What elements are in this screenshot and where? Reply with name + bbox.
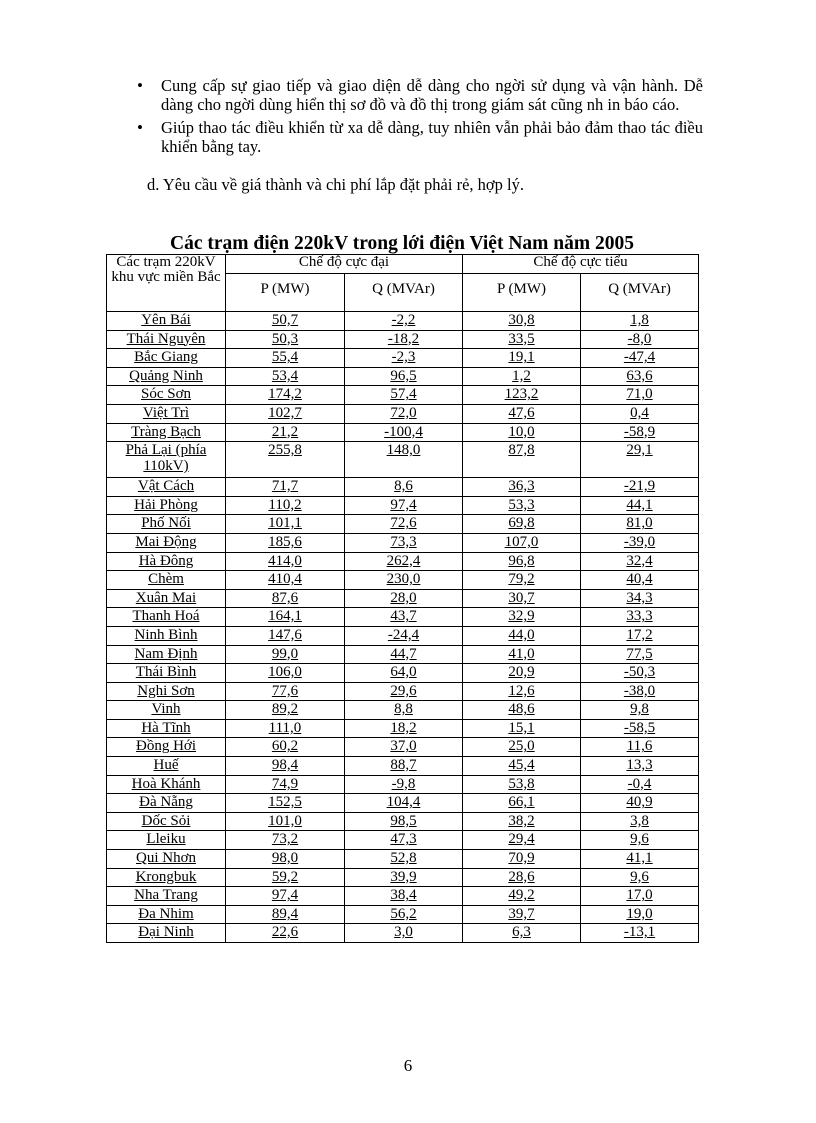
q-min-cell: 29,1 (581, 442, 699, 478)
q-max-cell: 3,0 (345, 924, 463, 943)
station-cell: Đồng Hới (107, 738, 226, 757)
p-max-cell: 99,0 (226, 645, 345, 664)
q-max-cell: -24,4 (345, 626, 463, 645)
p-max-cell: 110,2 (226, 496, 345, 515)
q-max-cell: 73,3 (345, 533, 463, 552)
q-max-cell: 38,4 (345, 887, 463, 906)
substation-table (106, 254, 699, 943)
q-max-cell: 262,4 (345, 552, 463, 571)
q-max-cell: 8,8 (345, 701, 463, 720)
q-max-cell: -18,2 (345, 330, 463, 349)
table-row (107, 312, 699, 331)
header-station: Các trạm 220kV khu vực miền Bắc (107, 255, 226, 312)
p-min-cell: 69,8 (463, 515, 581, 534)
table-row (107, 349, 699, 368)
header-q-max: Q (MVAr) (345, 274, 463, 312)
table-row (107, 905, 699, 924)
p-max-cell: 97,4 (226, 887, 345, 906)
table-row (107, 719, 699, 738)
table-row (107, 868, 699, 887)
header-p-min: P (MW) (463, 274, 581, 312)
q-min-cell: 40,4 (581, 571, 699, 590)
q-min-cell: -47,4 (581, 349, 699, 368)
p-min-cell: 6,3 (463, 924, 581, 943)
p-min-cell: 15,1 (463, 719, 581, 738)
q-max-cell: -9,8 (345, 775, 463, 794)
q-max-cell: -2,2 (345, 312, 463, 331)
p-min-cell: 53,8 (463, 775, 581, 794)
p-max-cell: 164,1 (226, 608, 345, 627)
q-max-cell: 104,4 (345, 794, 463, 813)
q-min-cell: 17,2 (581, 626, 699, 645)
p-min-cell: 39,7 (463, 905, 581, 924)
q-max-cell: 88,7 (345, 757, 463, 776)
table-row (107, 794, 699, 813)
p-max-cell: 101,0 (226, 812, 345, 831)
q-min-cell: -0,4 (581, 775, 699, 794)
station-cell: Nam Định (107, 645, 226, 664)
header-min-mode: Chế độ cực tiểu (463, 255, 699, 274)
p-min-cell: 28,6 (463, 868, 581, 887)
station-cell: Thái Nguyên (107, 330, 226, 349)
station-cell: Xuân Mai (107, 589, 226, 608)
station-cell: Bắc Giang (107, 349, 226, 368)
q-max-cell: 28,0 (345, 589, 463, 608)
p-min-cell: 107,0 (463, 533, 581, 552)
p-min-cell: 36,3 (463, 478, 581, 497)
p-min-cell: 12,6 (463, 682, 581, 701)
q-min-cell: -39,0 (581, 533, 699, 552)
q-max-cell: 72,0 (345, 404, 463, 423)
table-row (107, 386, 699, 405)
q-min-cell: 33,3 (581, 608, 699, 627)
q-max-cell: 29,6 (345, 682, 463, 701)
p-min-cell: 87,8 (463, 442, 581, 478)
p-min-cell: 32,9 (463, 608, 581, 627)
station-cell: Yên Bái (107, 312, 226, 331)
p-max-cell: 89,2 (226, 701, 345, 720)
p-max-cell: 53,4 (226, 367, 345, 386)
q-min-cell: 19,0 (581, 905, 699, 924)
station-cell: Đà Nẵng (107, 794, 226, 813)
p-max-cell: 174,2 (226, 386, 345, 405)
station-cell: Nghi Sơn (107, 682, 226, 701)
q-min-cell: 17,0 (581, 887, 699, 906)
p-min-cell: 70,9 (463, 850, 581, 869)
q-min-cell: 0,4 (581, 404, 699, 423)
q-max-cell: 97,4 (345, 496, 463, 515)
table-row (107, 812, 699, 831)
station-cell: Tràng Bạch (107, 423, 226, 442)
p-max-cell: 74,9 (226, 775, 345, 794)
table-row (107, 775, 699, 794)
table-row (107, 738, 699, 757)
q-max-cell: 57,4 (345, 386, 463, 405)
q-min-cell: 32,4 (581, 552, 699, 571)
q-min-cell: 1,8 (581, 312, 699, 331)
q-min-cell: -58,5 (581, 719, 699, 738)
p-min-cell: 47,6 (463, 404, 581, 423)
q-max-cell: 64,0 (345, 664, 463, 683)
p-min-cell: 20,9 (463, 664, 581, 683)
station-cell: Hà Tĩnh (107, 719, 226, 738)
q-max-cell: 52,8 (345, 850, 463, 869)
q-min-cell: 13,3 (581, 757, 699, 776)
p-max-cell: 59,2 (226, 868, 345, 887)
p-max-cell: 55,4 (226, 349, 345, 368)
q-max-cell: 96,5 (345, 367, 463, 386)
table-row (107, 478, 699, 497)
q-max-cell: 47,3 (345, 831, 463, 850)
table-row (107, 701, 699, 720)
p-min-cell: 44,0 (463, 626, 581, 645)
p-min-cell: 79,2 (463, 571, 581, 590)
p-max-cell: 73,2 (226, 831, 345, 850)
header-max-mode: Chế độ cực đại (226, 255, 463, 274)
p-max-cell: 89,4 (226, 905, 345, 924)
p-max-cell: 87,6 (226, 589, 345, 608)
q-min-cell: 81,0 (581, 515, 699, 534)
station-cell: Đại Ninh (107, 924, 226, 943)
table-row (107, 442, 699, 478)
table-row (107, 571, 699, 590)
q-min-cell: -50,3 (581, 664, 699, 683)
q-min-cell: 41,1 (581, 850, 699, 869)
q-max-cell: 18,2 (345, 719, 463, 738)
p-min-cell: 10,0 (463, 423, 581, 442)
table-row (107, 831, 699, 850)
q-min-cell: 9,6 (581, 831, 699, 850)
p-max-cell: 98,0 (226, 850, 345, 869)
p-min-cell: 41,0 (463, 645, 581, 664)
p-min-cell: 33,5 (463, 330, 581, 349)
p-min-cell: 38,2 (463, 812, 581, 831)
bullet-dot-icon: • (137, 76, 143, 95)
p-max-cell: 111,0 (226, 719, 345, 738)
p-max-cell: 98,4 (226, 757, 345, 776)
p-min-cell: 30,8 (463, 312, 581, 331)
q-min-cell: 40,9 (581, 794, 699, 813)
station-cell: Thái Bình (107, 664, 226, 683)
p-max-cell: 414,0 (226, 552, 345, 571)
q-max-cell: 39,9 (345, 868, 463, 887)
q-min-cell: 44,1 (581, 496, 699, 515)
p-min-cell: 53,3 (463, 496, 581, 515)
q-min-cell: -21,9 (581, 478, 699, 497)
p-min-cell: 29,4 (463, 831, 581, 850)
table-row (107, 626, 699, 645)
p-max-cell: 77,6 (226, 682, 345, 701)
table-row (107, 367, 699, 386)
q-min-cell: -58,9 (581, 423, 699, 442)
header-p-max: P (MW) (226, 274, 345, 312)
table-row (107, 924, 699, 943)
station-cell: Phả Lại (phía 110kV) (107, 442, 226, 478)
p-min-cell: 30,7 (463, 589, 581, 608)
q-min-cell: -13,1 (581, 924, 699, 943)
station-cell: Mai Động (107, 533, 226, 552)
station-cell: Huế (107, 757, 226, 776)
q-min-cell: 34,3 (581, 589, 699, 608)
table-row (107, 330, 699, 349)
station-cell: Nha Trang (107, 887, 226, 906)
station-cell: Hải Phòng (107, 496, 226, 515)
q-min-cell: -8,0 (581, 330, 699, 349)
q-max-cell: 44,7 (345, 645, 463, 664)
station-cell: Thanh Hoá (107, 608, 226, 627)
table-title: Các trạm điện 220kV trong lới điện Việt Nam năm 2005 (170, 233, 634, 254)
header-q-min: Q (MVAr) (581, 274, 699, 312)
p-min-cell: 123,2 (463, 386, 581, 405)
p-max-cell: 21,2 (226, 423, 345, 442)
q-max-cell: 230,0 (345, 571, 463, 590)
bullet-text: Giúp thao tác điều khiển từ xa dễ dàng, tuy nhiên vẫn phải bảo đảm thao tác điều khiển bằng tay. (161, 118, 703, 156)
p-max-cell: 255,8 (226, 442, 345, 478)
table-row (107, 496, 699, 515)
station-cell: Krongbuk (107, 868, 226, 887)
bullet-item (135, 118, 703, 156)
q-min-cell: 9,8 (581, 701, 699, 720)
p-min-cell: 25,0 (463, 738, 581, 757)
station-cell: Việt Trì (107, 404, 226, 423)
table-row (107, 645, 699, 664)
p-max-cell: 60,2 (226, 738, 345, 757)
p-max-cell: 50,7 (226, 312, 345, 331)
p-max-cell: 106,0 (226, 664, 345, 683)
station-cell: Quảng Ninh (107, 367, 226, 386)
station-cell: Vật Cách (107, 478, 226, 497)
table-row (107, 423, 699, 442)
q-max-cell: -2,3 (345, 349, 463, 368)
p-max-cell: 22,6 (226, 924, 345, 943)
p-min-cell: 45,4 (463, 757, 581, 776)
table-row (107, 589, 699, 608)
q-max-cell: 8,6 (345, 478, 463, 497)
q-max-cell: 98,5 (345, 812, 463, 831)
table-row (107, 664, 699, 683)
q-min-cell: 77,5 (581, 645, 699, 664)
requirement-paragraph: d. Yêu cầu về giá thành và chi phí lắp đặt phải rẻ, hợp lý. (147, 175, 524, 194)
p-max-cell: 50,3 (226, 330, 345, 349)
p-min-cell: 96,8 (463, 552, 581, 571)
table-row (107, 533, 699, 552)
station-cell: Chèm (107, 571, 226, 590)
q-max-cell: 56,2 (345, 905, 463, 924)
table-row (107, 850, 699, 869)
q-max-cell: 37,0 (345, 738, 463, 757)
p-max-cell: 185,6 (226, 533, 345, 552)
q-max-cell: -100,4 (345, 423, 463, 442)
station-cell: Đa Nhim (107, 905, 226, 924)
table-row (107, 682, 699, 701)
table-row (107, 515, 699, 534)
station-cell: Hoà Khánh (107, 775, 226, 794)
station-cell: Vinh (107, 701, 226, 720)
p-max-cell: 152,5 (226, 794, 345, 813)
table-body (107, 312, 699, 943)
bullet-item (135, 76, 703, 114)
p-max-cell: 71,7 (226, 478, 345, 497)
bullet-list (135, 76, 703, 160)
station-cell: Dốc Sỏi (107, 812, 226, 831)
p-min-cell: 1,2 (463, 367, 581, 386)
q-max-cell: 148,0 (345, 442, 463, 478)
p-max-cell: 147,6 (226, 626, 345, 645)
p-min-cell: 48,6 (463, 701, 581, 720)
q-min-cell: 3,8 (581, 812, 699, 831)
station-cell: Ninh Bình (107, 626, 226, 645)
station-cell: Hà Đông (107, 552, 226, 571)
q-min-cell: 63,6 (581, 367, 699, 386)
table-row (107, 887, 699, 906)
p-max-cell: 102,7 (226, 404, 345, 423)
bullet-text: Cung cấp sự giao tiếp và giao diện dễ dàng cho ngời sử dụng và vận hành. Dễ dàng cho ngời dùng hiển thị sơ đồ và đồ thị trong giám sát cũng nh in báo cáo. (161, 76, 703, 114)
p-min-cell: 66,1 (463, 794, 581, 813)
table-row (107, 552, 699, 571)
station-cell: Lleiku (107, 831, 226, 850)
q-min-cell: 11,6 (581, 738, 699, 757)
q-min-cell: -38,0 (581, 682, 699, 701)
q-min-cell: 9,6 (581, 868, 699, 887)
table-row (107, 608, 699, 627)
p-min-cell: 19,1 (463, 349, 581, 368)
q-max-cell: 43,7 (345, 608, 463, 627)
station-cell: Qui Nhơn (107, 850, 226, 869)
q-max-cell: 72,6 (345, 515, 463, 534)
bullet-dot-icon: • (137, 118, 143, 137)
table-row (107, 757, 699, 776)
p-min-cell: 49,2 (463, 887, 581, 906)
station-cell: Sóc Sơn (107, 386, 226, 405)
table-row (107, 404, 699, 423)
station-cell: Phố Nối (107, 515, 226, 534)
page-number: 6 (403, 1056, 413, 1075)
q-min-cell: 71,0 (581, 386, 699, 405)
p-max-cell: 101,1 (226, 515, 345, 534)
p-max-cell: 410,4 (226, 571, 345, 590)
